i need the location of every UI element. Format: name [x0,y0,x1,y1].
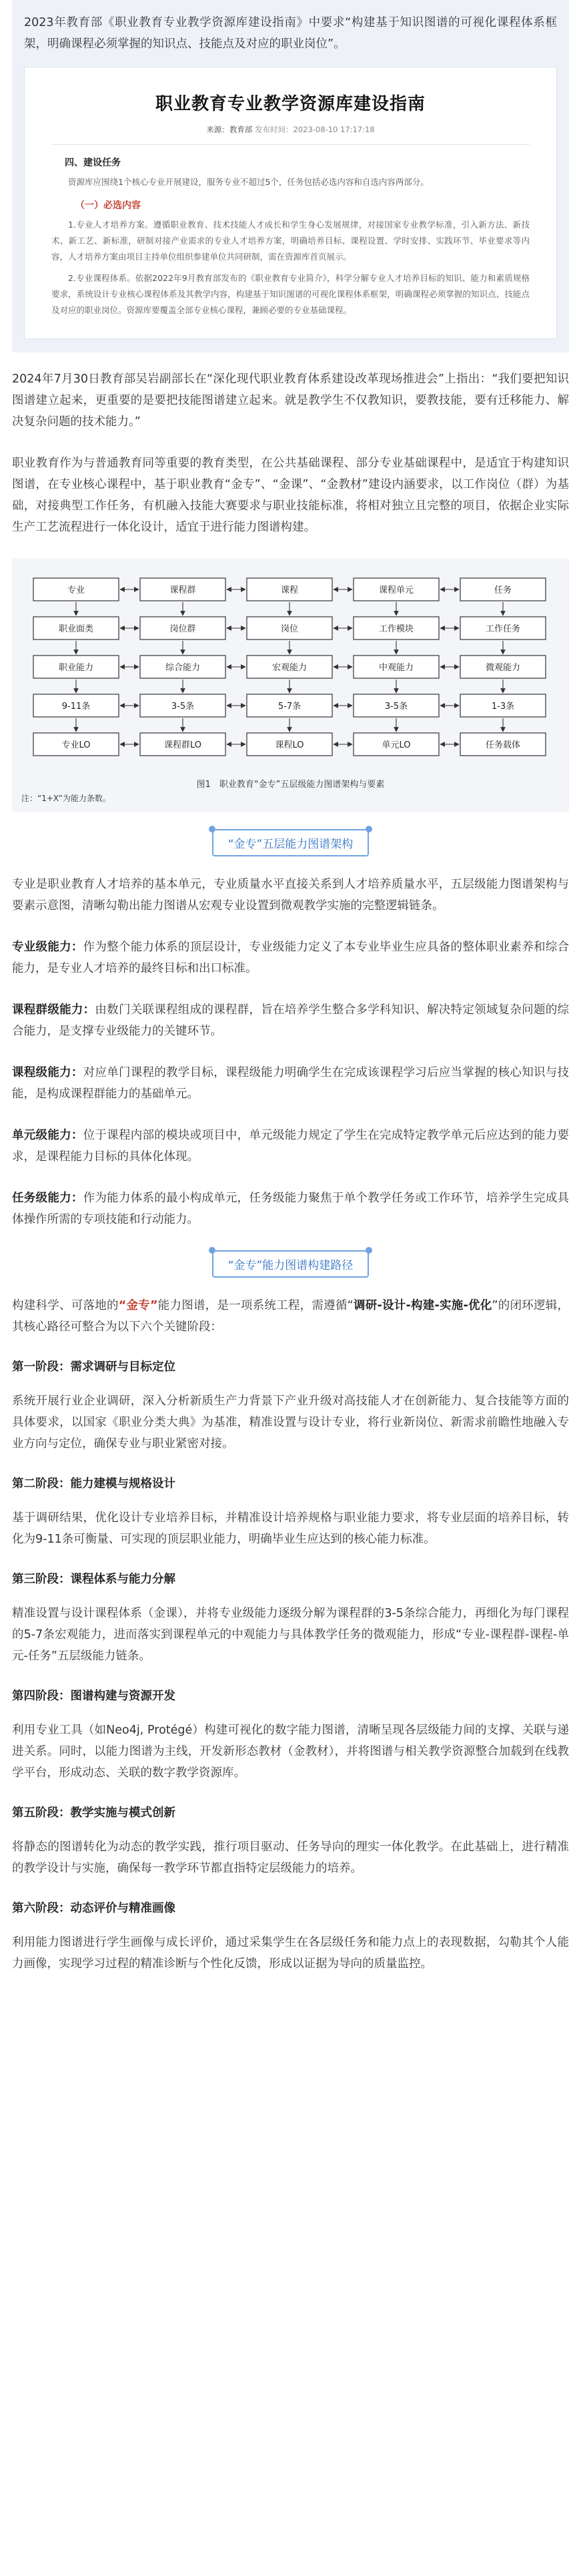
level-text: 作为能力体系的最小构成单元，任务级能力聚焦于单个教学任务或工作环节，培养学生完成具体操作所需的专项技能和行动能力。 [12,1192,570,1226]
diagram-node [247,694,332,717]
intro-part: ”的闭环逻辑，其核心路径可整合为以下六个关键阶段： [12,1299,569,1334]
stage-text: 将静态的图谱转化为动态的教学实践，推行项目驱动、任务导向的理实一体化教学。在此基础上，进行精准的教学设计与实施，确保每一教学环节都直指特定层级能力的培养。 [12,1840,569,1875]
stage-text: 基于调研结果，优化设计专业培养目标，并精准设计培养规格与职业能力要求，将专业层面的培养目标，转化为9-11条可衡量、可实现的顶层职业能力，明确毕业生应达到的核心能力标准。 [12,1511,569,1546]
level-text: 位于课程内部的模块或项目中，单元级能力规定了学生在完成特定教学单元后应达到的能力要求，是课程能力目标的具体化体现。 [12,1129,570,1164]
article-time: 发布时间：2023-08-10 17:17:18 [255,125,375,134]
level-item [0,999,581,1042]
article-source: 来源：教育部 [206,125,253,134]
level-item [0,1062,581,1105]
diagram-node-label: 任务 [494,585,512,595]
diagram-node [33,694,119,717]
diagram-node [354,733,439,756]
diagram-node-label: 单元LO [382,740,411,750]
figure-caption: 图1 职业教育“金专”五层级能力图谱架构与要素 [196,780,385,790]
section-header-architecture: “金专”五层能力图谱架构 [212,829,370,856]
diagram-node [140,656,225,678]
stage-title: 第六阶段：动态评价与精准画像 [12,1902,175,1915]
stage-title: 第四阶段：图谱构建与资源开发 [12,1690,175,1703]
diagram-node-label: 中观能力 [378,663,414,673]
diagram-node [354,656,439,678]
diagram-node-label: 5-7条 [277,702,302,712]
intro-text: 2023年教育部《职业教育专业教学资源库建设指南》中要求“构建基于知识图谱的可视化课程体系框架，明确课程必须掌握的知识点、技能点及对应的职业岗位”。 [24,16,557,51]
diagram-node [354,578,439,601]
diagram-node [460,694,546,717]
diagram-node [33,733,119,756]
diagram-node [460,733,546,756]
stage-text: 精准设置与设计课程体系（金课），并将专业级能力逐级分解为课程群的3-5条综合能力，再细化为每门课程的5-7条宏观能力，进而落实到课程单元的中观能力与具体教学任务的微观能力，形成“专业-课程群-课程-单元-任务”五层级能力链条。 [12,1607,569,1663]
diagram-node-label: 综合能力 [165,663,201,673]
diagram-node-label: 岗位群 [169,624,196,634]
diagram-node [33,617,119,639]
stage-text: 利用能力图谱进行学生画像与成长评价，通过采集学生在各层级任务和能力点上的表现数据，勾勒其个人能力画像，实现学习过程的精准诊断与个性化反馈，形成以证据为导向的质量监控。 [12,1936,569,1971]
article-paragraph-2: 2.专业课程体系。依据2022年9月教育部发布的《职业教育专业简介》，科学分解专业人才培养目标的知识、能力和素质规格要求，系统设计专业核心课程体系及其教学内容，构建基于知识图谱的可视化课程体系框架，明确课程必须掌握的知识点、技能点及对应的职业岗位。资源库要覆盖全部专业核心课程，兼顾必要的专业基础课程。 [51,273,530,315]
diagram-node [247,733,332,756]
diagram-node [247,617,332,639]
diagram-node [460,656,546,678]
section-header-wrap-1 [0,829,581,856]
diagram-node [460,578,546,601]
stage-title: 第三阶段：课程体系与能力分解 [12,1573,175,1586]
level-label: 专业级能力： [12,941,83,954]
intro-box [12,0,569,352]
level-list [0,937,581,1230]
diagram-node-label: 课程 [280,585,299,595]
diagram-node-label: 9-11条 [61,702,91,712]
article-paragraph-1: 1.专业人才培养方案。遵循职业教育、技术技能人才成长和学生身心发展规律，对接国家专业教学标准，引入新方法、新技术、新工艺、新标准，研制对接产业需求的专业人才培养方案，明确培养目标、课程设置、学时安排、实践环节、毕业要求等内容，人才培养方案由项目主持单位组织参建单位共同研制，需在资源库首页展示。 [51,220,530,262]
diagram-node-label: 专业 [67,585,85,595]
diagram-node [354,617,439,639]
intro-part: 构建科学、可落地的 [12,1299,119,1312]
level-text: 对应单门课程的教学目标，课程级能力明确学生在完成该课程学习后应当掌握的核心知识与技能，是构成课程群能力的基础单元。 [12,1066,570,1101]
section2-intro [0,1295,581,1338]
level-label: 课程群级能力： [12,1003,95,1017]
level-item [0,937,581,979]
section1-intro: 专业是职业教育人才培养的基本单元，专业质量水平直接关系到人才培养质量水平，五层级能力图谱架构与要素示意图，清晰勾勒出能力图谱从宏观专业设置到微观教学实施的完整逻辑链条。 [12,878,569,913]
diagram-node-label: 任务载体 [485,740,521,750]
level-item [0,1125,581,1168]
intro-bold: 调研-设计-构建-实施-优化 [353,1299,492,1312]
intro-part: 能力图谱，是一项系统工程，需遵循“ [157,1299,354,1312]
figure [12,558,569,812]
diagram-node-label: 3-5条 [384,702,408,712]
diagram-node-label: 专业LO [61,740,91,750]
diagram-node [33,578,119,601]
stage-text: 利用专业工具（如Neo4j, Protégé）构建可视化的数字能力图谱，清晰呈现各层级能力间的支撑、关联与递进关系。同时，以能力图谱为主线，开发新形态教材（金教材），并将图谱与相关教学资源整合加载到在线教学平台，形成动态、关联的数字教学资源库。 [12,1724,569,1780]
diagram-node-label: 课程群LO [163,740,202,750]
stage-list [0,1358,581,1975]
diagram-node-label: 微观能力 [485,663,521,673]
figure-note: 注：“1+X”为能力条数。 [21,794,111,803]
diagram-node [247,656,332,678]
article-meta [51,124,530,145]
diagram-node [140,578,225,601]
diagram-node-label: 宏观能力 [271,663,308,673]
diagram-node-label: 课程LO [275,740,304,750]
level-label: 课程级能力： [12,1066,83,1079]
stage-title: 第二阶段：能力建模与规格设计 [12,1477,175,1491]
diagram-node [140,733,225,756]
paragraph-vocational: 职业教育作为与普通教育同等重要的教育类型，在公共基础课程、部分专业基础课程中，是适宜于构建知识图谱，在专业核心课程中，基于职业教育“金专”、“金课”、“金教材”建设内涵要求，以工作岗位（群）为基础，对接典型工作任务，有机融入技能大赛要求与职业技能标准，将相对独立且完整的项目，依据企业实际生产工艺流程进行一体化设计，适宜于进行能力图谱构建。 [12,457,569,534]
diagram-node-label: 课程单元 [378,585,414,595]
level-text: 由数门关联课程组成的课程群，旨在培养学生整合多学科知识、解决特定领域复杂问题的综合能力，是支撑专业级能力的关键环节。 [12,1003,570,1038]
diagram-node-label: 岗位 [280,624,299,634]
diagram-node-label: 课程群 [169,585,196,595]
article-subheading: （一）必选内容 [75,200,141,211]
section-header-wrap-2 [0,1250,581,1278]
diagram-node [33,656,119,678]
article-lead-paragraph: 资源库应围绕1个核心专业开展建设，服务专业不超过5个，任务包括必选内容和自选内容两部分。 [68,177,429,187]
diagram-node-label: 工作任务 [485,624,521,634]
diagram-node-label: 职业面类 [58,624,94,634]
diagram-node-label: 职业能力 [58,663,94,673]
diagram-node [460,617,546,639]
section-header-path: “金专”能力图谱构建路径 [212,1250,370,1278]
embedded-article-screenshot [24,67,557,339]
level-text: 作为整个能力体系的顶层设计，专业级能力定义了本专业毕业生应具备的整体职业素养和综合能力，是专业人才培养的最终目标和出口标准。 [12,941,570,975]
level-label: 单元级能力： [12,1129,83,1142]
ability-map-diagram [21,569,560,776]
diagram-node-label: 工作模块 [378,624,414,634]
diagram-node [354,694,439,717]
intro-accent: “金专” [118,1299,158,1312]
article-title: 职业教育专业教学资源库建设指南 [155,94,426,114]
diagram-node [140,694,225,717]
stage-text: 系统开展行业企业调研，深入分析新质生产力背景下产业升级对高技能人才在创新能力、复合技能等方面的具体要求，以国家《职业分类大典》为基准，精准设置与设计专业，将行业新岗位、新需求前瞻性地融入专业方向与定位，确保专业与职业紧密对接。 [12,1394,569,1451]
diagram-node-label: 3-5条 [171,702,195,712]
article-section-heading: 四、建设任务 [65,158,121,168]
paragraph-speech: 2024年7月30日教育部吴岩副部长在“深化现代职业教育体系建设改革现场推进会”上指出：“我们要把知识图谱建立起来，更重要的是要把技能图谱建立起来。就是教学生不仅教知识，要教技能，要有迁移能力、解决复杂问题的技术能力。” [12,372,569,429]
diagram-node [247,578,332,601]
diagram-node [140,617,225,639]
level-item [0,1188,581,1230]
diagram-node-label: 1-3条 [491,702,515,712]
stage-title: 第一阶段：需求调研与目标定位 [12,1360,175,1374]
level-label: 任务级能力： [12,1192,83,1205]
stage-title: 第五阶段：教学实施与模式创新 [12,1806,175,1820]
